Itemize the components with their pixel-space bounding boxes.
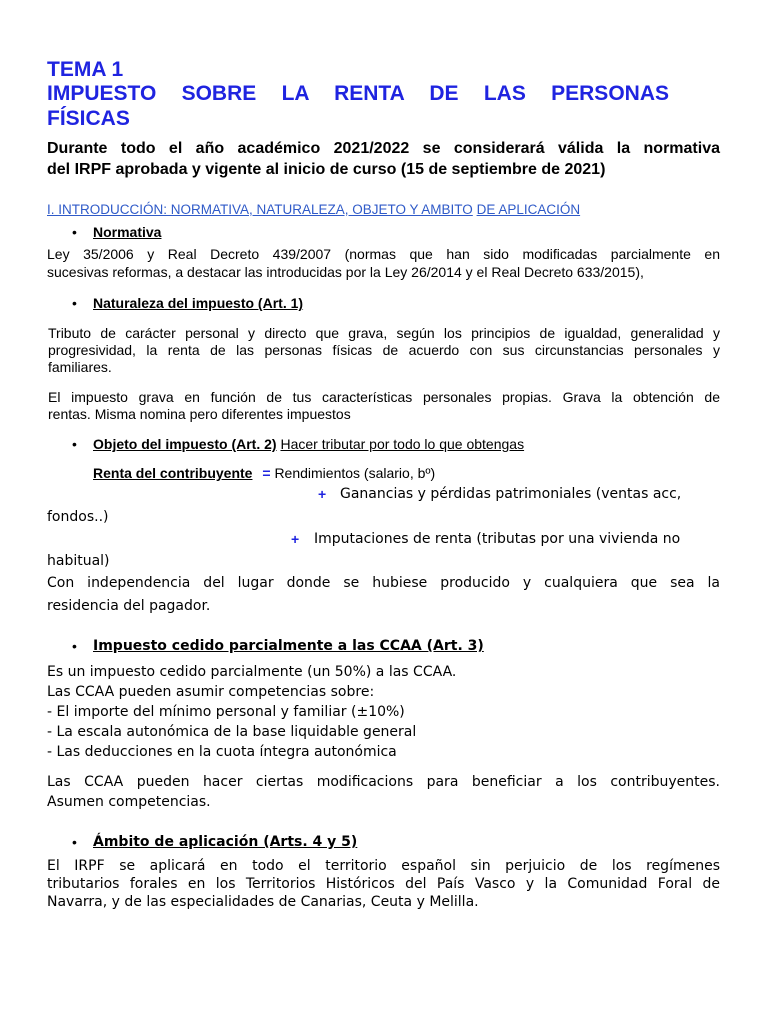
bullet-normativa: • — [72, 224, 77, 240]
bullet-cedido: • — [72, 638, 77, 654]
objeto-heading — [93, 435, 524, 453]
cedido-l4: - La escala autonómica de la base liquidable general — [47, 724, 417, 740]
bullet-objeto: • — [72, 436, 77, 452]
naturaleza-p2-line1: El impuesto grava en función de tus características personales propias. Grava la obtención de — [48, 389, 720, 405]
naturaleza-p1-line2: progresividad, la renta de las personas físicas de acuerdo con sus circunstancias personales y — [48, 342, 720, 358]
notice-line2: del IRPF aprobada y vigente al inicio de curso (15 de septiembre de 2021) — [47, 161, 606, 178]
normativa-label: Normativa — [93, 224, 162, 240]
ambito-line3: Navarra, y de las especialidades de Canarias, Ceuta y Melilla. — [47, 894, 479, 910]
plus-sign-1: + — [318, 486, 327, 502]
item-ganancias: Ganancias y pérdidas patrimoniales (ventas acc, — [340, 486, 682, 502]
normativa-line2: sucesivas reformas, a destacar las introducidas por la Ley 26/2014 y el Real Decreto 633/2015), — [47, 264, 644, 280]
naturaleza-p1-line1: Tributo de carácter personal y directo que grava, según los principios de igualdad, generalidad y — [48, 325, 720, 341]
equals-sign: = — [262, 465, 271, 481]
cedido-label: Impuesto cedido parcialmente a las CCAA (Art. 3) — [93, 638, 484, 654]
normativa-line1: Ley 35/2006 y Real Decreto 439/2007 (normas que han sido modificadas parcialmente en — [47, 246, 720, 262]
page-title-line2: FÍSICAS — [47, 107, 130, 130]
page-title-line1: IMPUESTO SOBRE LA RENTA DE LAS PERSONAS — [47, 82, 669, 105]
section-heading-part1: I. INTRODUCCIÓN: NORMATIVA, NATURALEZA, OBJETO Y AMBITO — [47, 202, 473, 217]
independencia-line2: residencia del pagador. — [47, 598, 211, 614]
ambito-line2: tributarios forales en los Territorios Históricos del País Vasco y la Comunidad Foral de — [47, 876, 720, 892]
cedido-l5: - Las deducciones en la cuota íntegra autonómica — [47, 744, 397, 760]
naturaleza-p1-line3: familiares. — [48, 359, 112, 375]
item-imputaciones-cont: habitual) — [47, 553, 110, 569]
cedido-p2-line1: Las CCAA pueden hacer ciertas modificacions para beneficiar a los contribuyentes. — [47, 774, 720, 790]
item-rendimientos: Rendimientos (salario, bº) — [274, 465, 436, 481]
ambito-label: Ámbito de aplicación (Arts. 4 y 5) — [93, 834, 358, 850]
cedido-l3: - El importe del mínimo personal y familiar (±10%) — [47, 704, 405, 720]
item-imputaciones: Imputaciones de renta (tributas por una vivienda no — [314, 531, 681, 547]
bullet-ambito: • — [72, 834, 77, 850]
ambito-line1: El IRPF se aplicará en todo el territorio español sin perjuicio de los regímenes — [47, 858, 720, 874]
item-ganancias-cont: fondos..) — [47, 509, 109, 525]
plus-sign-2: + — [291, 531, 300, 547]
naturaleza-label: Naturaleza del impuesto (Art. 1) — [93, 295, 304, 311]
tema-label: TEMA 1 — [47, 58, 124, 81]
renta-row — [93, 464, 435, 482]
independencia-line1: Con independencia del lugar donde se hubiese producido y cualquiera que sea la — [47, 575, 720, 591]
cedido-l1: Es un impuesto cedido parcialmente (un 50%) a las CCAA. — [47, 664, 457, 680]
objeto-label: Objeto del impuesto (Art. 2) — [93, 436, 277, 452]
bullet-naturaleza: • — [72, 295, 77, 311]
renta-label: Renta del contribuyente — [93, 465, 253, 481]
notice-line1: Durante todo el año académico 2021/2022 se considerará válida la normativa — [47, 140, 720, 157]
section-heading-part2: DE APLICACIÓN — [476, 202, 581, 217]
section-heading — [47, 201, 580, 219]
cedido-p2-line2: Asumen competencias. — [47, 794, 211, 810]
naturaleza-p2-line2: rentas. Misma nomina pero diferentes impuestos — [48, 406, 351, 422]
cedido-l2: Las CCAA pueden asumir competencias sobre: — [47, 684, 375, 700]
objeto-note: Hacer tributar por todo lo que obtengas — [280, 436, 525, 452]
